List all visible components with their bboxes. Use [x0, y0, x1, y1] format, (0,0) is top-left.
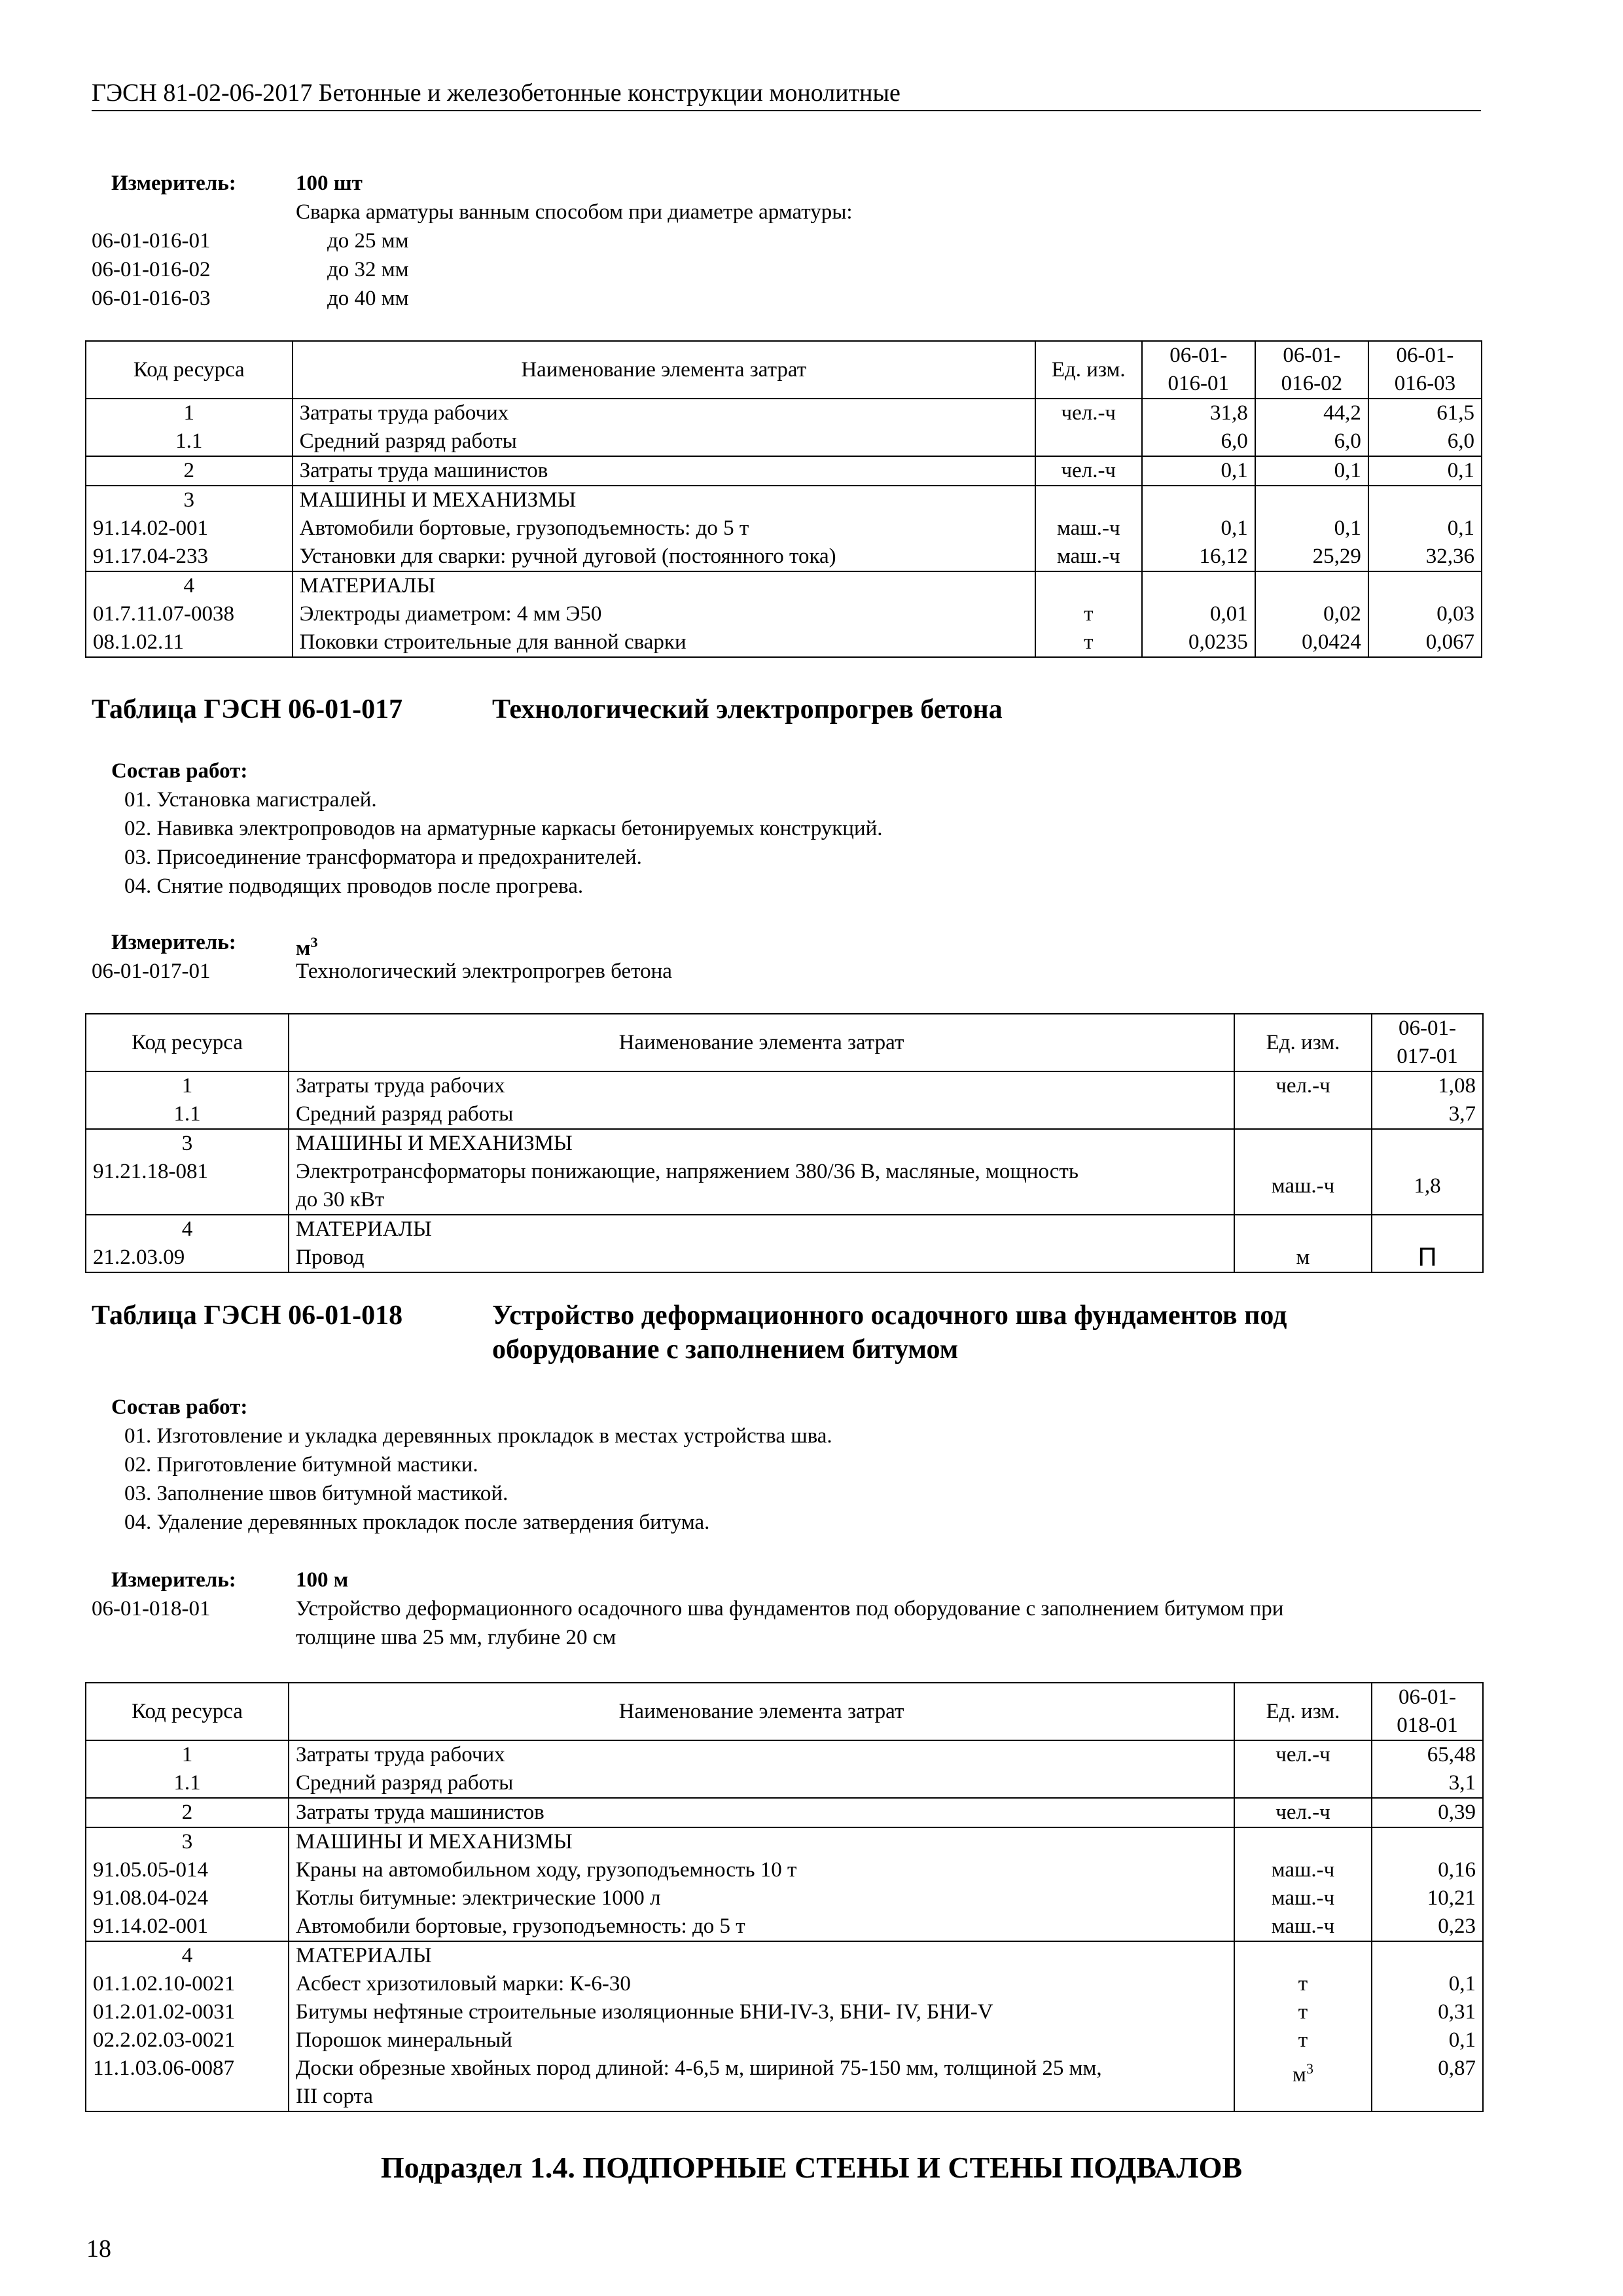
table-row: 91.08.04-024 Котлы битумные: электрические 1000 л маш.-ч 10,21: [86, 1884, 1483, 1912]
measure-label-018: Измеритель:: [111, 1568, 236, 1592]
header-name: Наименование элемента затрат: [293, 341, 1035, 399]
measure-unit-018: 100 м: [296, 1568, 349, 1592]
page-header: ГЭСН 81-02-06-2017 Бетонные и железобетонные конструкции монолитные: [92, 77, 1481, 111]
item-code: 06-01-017-01: [92, 960, 211, 983]
table-row: 1.1 Средний разряд работы 3,7: [86, 1100, 1483, 1129]
work-item: 04. Удаление деревянных прокладок после затвердения битума.: [124, 1511, 710, 1534]
work-item: 02. Приготовление битумной мастики.: [124, 1453, 478, 1477]
table-row: 01.2.01.02-0031 Битумы нефтяные строительные изоляционные БНИ-IV-3, БНИ- IV, БНИ-V т 0,31: [86, 1998, 1483, 2026]
table-row: 91.05.05-014 Краны на автомобильном ходу, грузоподъемность 10 т маш.-ч 0,16: [86, 1856, 1483, 1884]
table-row: 91.14.02-001 Автомобили бортовые, грузоподъемность: до 5 т маш.-ч 0,1 0,1 0,1: [86, 514, 1482, 543]
norm-table-018: [85, 1682, 1484, 2112]
table-row: 1 Затраты труда рабочих чел.-ч 31,8 44,2 61,5: [86, 399, 1482, 427]
table-row-section: 3 МАШИНЫ И МЕХАНИЗМЫ: [86, 486, 1482, 514]
table-row: 1 Затраты труда рабочих чел.-ч 1,08: [86, 1071, 1483, 1100]
table-row: 02.2.02.03-0021 Порошок минеральный т 0,1: [86, 2026, 1483, 2054]
table-row-section: 4 МАТЕРИАЛЫ: [86, 1941, 1483, 1970]
table-name-018: Устройство деформационного осадочного шва фундаментов под оборудование с заполнением битумом: [492, 1300, 1287, 1365]
table-row: 2 Затраты труда машинистов чел.-ч 0,1 0,1 0,1: [86, 456, 1482, 486]
header-col: 06-01- 016-02: [1255, 341, 1368, 399]
work-item: 04. Снятие подводящих проводов после прогрева.: [124, 874, 584, 898]
item-code: 06-01-018-01: [92, 1597, 211, 1621]
item-code: 06-01-016-01: [92, 229, 211, 253]
table-row-section: 3 МАШИНЫ И МЕХАНИЗМЫ: [86, 1129, 1483, 1158]
table-row-section: 4 МАТЕРИАЛЫ: [86, 1215, 1483, 1244]
item-text: Устройство деформационного осадочного шва фундаментов под оборудование с заполнением битумом при: [296, 1597, 1284, 1621]
table-title-018: Таблица ГЭСН 06-01-018: [92, 1300, 403, 1331]
works-label-018: Состав работ:: [111, 1395, 248, 1419]
subsection-heading: Подраздел 1.4. ПОДПОРНЫЕ СТЕНЫ И СТЕНЫ ПОДВАЛОВ: [380, 2151, 1243, 2184]
table-row: 91.17.04-233 Установки для сварки: ручной дуговой (постоянного тока) маш.-ч 16,12 25,29 32,36: [86, 543, 1482, 571]
table-row: 01.7.11.07-0038 Электроды диаметром: 4 мм Э50 т 0,01 0,02 0,03: [86, 600, 1482, 628]
header-col: 06-01- 018-01: [1372, 1683, 1483, 1740]
table-title-017: Таблица ГЭСН 06-01-017: [92, 694, 403, 725]
table-row: 21.2.03.09 Провод м П: [86, 1244, 1483, 1272]
work-item: 02. Навивка электропроводов на арматурные каркасы бетонируемых конструкций.: [124, 817, 883, 840]
work-item: 03. Заполнение швов битумной мастикой.: [124, 1482, 508, 1505]
item-code: 06-01-016-03: [92, 287, 211, 310]
table-row-section: 3 МАШИНЫ И МЕХАНИЗМЫ: [86, 1827, 1483, 1856]
header-name: Наименование элемента затрат: [289, 1683, 1234, 1740]
item-text: до 40 мм: [327, 287, 409, 310]
table-row-section: 4 МАТЕРИАЛЫ: [86, 571, 1482, 600]
work-item: 01. Изготовление и укладка деревянных прокладок в местах устройства шва.: [124, 1424, 832, 1448]
table-row: 11.1.03.06-0087 Доски обрезные хвойных пород длиной: 4-6,5 м, шириной 75-150 мм, толщиной 25 мм, III сорта $м^3$ 0,87: [86, 2054, 1483, 2111]
norm-table-016: [85, 340, 1482, 658]
measure-label-017: Измеритель:: [111, 931, 236, 954]
table-row: 91.14.02-001 Автомобили бортовые, грузоподъемность: до 5 т маш.-ч 0,23: [86, 1912, 1483, 1941]
header-code: Код ресурса: [86, 1683, 289, 1740]
header-col: 06-01- 016-03: [1368, 341, 1482, 399]
norm-table-017: [85, 1013, 1484, 1273]
table-name-017: Технологический электропрогрев бетона: [492, 694, 1003, 725]
header-unit: Ед. изм.: [1035, 341, 1142, 399]
description-016: Сварка арматуры ванным способом при диаметре арматуры:: [296, 200, 853, 224]
table-row: 2 Затраты труда машинистов чел.-ч 0,39: [86, 1798, 1483, 1827]
item-text: до 25 мм: [327, 229, 409, 253]
header-col: 06-01- 016-01: [1142, 341, 1255, 399]
table-row: 1.1 Средний разряд работы 6,0 6,0 6,0: [86, 427, 1482, 456]
works-label-017: Состав работ:: [111, 759, 248, 783]
work-item: 01. Установка магистралей.: [124, 788, 377, 812]
page-number: 18: [86, 2235, 111, 2263]
header-code: Код ресурса: [86, 1014, 289, 1071]
table-row: 91.21.18-081 Электротрансформаторы понижающие, напряжением 380/36 В, масляные, мощность до 30 кВт маш.-ч 1,8: [86, 1158, 1483, 1215]
item-text: до 32 мм: [327, 258, 409, 281]
table-row: 1 Затраты труда рабочих чел.-ч 65,48: [86, 1740, 1483, 1769]
item-text: Технологический электропрогрев бетона: [296, 960, 672, 983]
measure-unit-017: $м^3$: [296, 934, 318, 960]
table-row: 1.1 Средний разряд работы 3,1: [86, 1769, 1483, 1798]
item-text: толщине шва 25 мм, глубине 20 см: [296, 1626, 616, 1649]
header-unit: Ед. изм.: [1234, 1683, 1372, 1740]
work-item: 03. Присоединение трансформатора и предохранителей.: [124, 846, 642, 869]
header-unit: Ед. изм.: [1234, 1014, 1372, 1071]
header-name: Наименование элемента затрат: [289, 1014, 1234, 1071]
table-row: 08.1.02.11 Поковки строительные для ванной сварки т 0,0235 0,0424 0,067: [86, 628, 1482, 657]
measure-label-016: Измеритель:: [111, 171, 236, 195]
header-col: 06-01- 017-01: [1372, 1014, 1483, 1071]
header-code: Код ресурса: [86, 341, 293, 399]
table-row: 01.1.02.10-0021 Асбест хризотиловый марки: К-6-30 т 0,1: [86, 1970, 1483, 1998]
item-code: 06-01-016-02: [92, 258, 211, 281]
measure-unit-016: 100 шт: [296, 171, 363, 195]
